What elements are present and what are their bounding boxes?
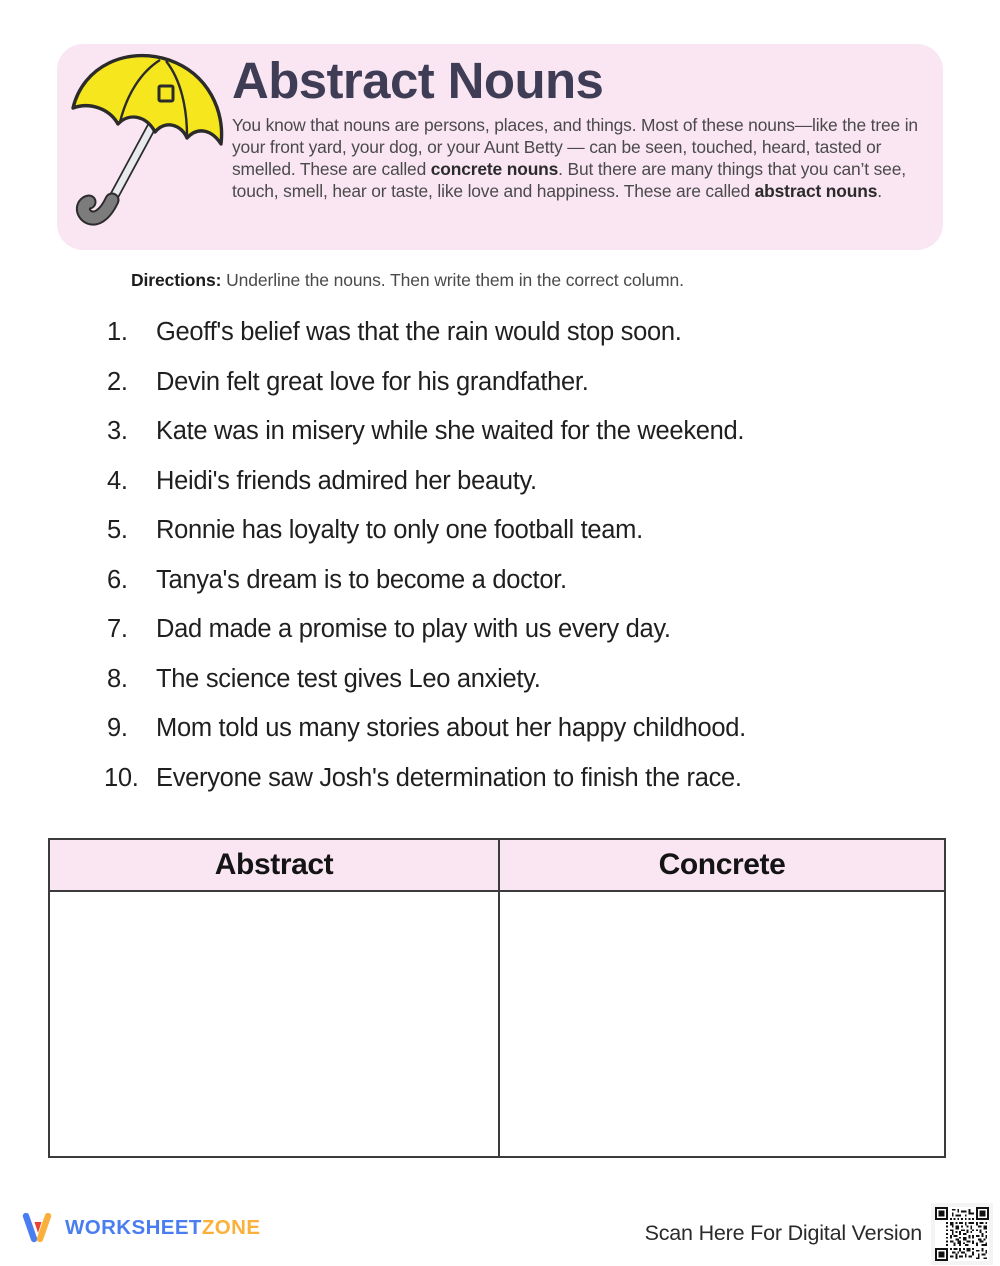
question-text: Heidi's friends admired her beauty. <box>156 466 537 495</box>
answer-table-header-row <box>50 840 944 892</box>
question-item <box>104 368 944 418</box>
question-number: 3. <box>107 417 128 445</box>
qr-code[interactable] <box>931 1203 993 1265</box>
question-item <box>104 665 944 715</box>
qr-code-icon <box>935 1207 989 1261</box>
question-number: 5. <box>107 516 128 544</box>
answer-table <box>48 838 946 1158</box>
umbrella-illustration <box>57 44 232 247</box>
answer-cell-abstract[interactable] <box>50 892 500 1156</box>
scan-here-label: Scan Here For Digital Version <box>644 1221 922 1245</box>
question-text: Everyone saw Josh's determination to finish the race. <box>156 763 742 792</box>
umbrella-icon <box>65 52 232 242</box>
answer-table-header-concrete <box>500 840 944 890</box>
question-item <box>104 566 944 616</box>
intro-paragraph: You know that nouns are persons, places, and things. Most of these nouns—like the tree in your front yard, your dog, or your Aunt Betty — can be seen, touched, heard, tasted or smelled. These are called concrete nouns. But there are many things that you can’t see, touch, smell, hear or taste, like love and happiness. These are called abstract nouns. <box>232 114 918 202</box>
brand-name <box>65 1216 260 1240</box>
question-text: Tanya's dream is to become a doctor. <box>156 565 567 594</box>
question-text: Devin felt great love for his grandfather. <box>156 367 589 396</box>
directions-text: Underline the nouns. Then write them in the correct column. <box>221 270 684 290</box>
worksheet-header-card <box>57 44 943 250</box>
question-number: 6. <box>107 565 128 594</box>
question-text: Ronnie has loyalty to only one football team. <box>156 516 643 544</box>
column-title-abstract: Abstract <box>214 848 334 881</box>
question-item <box>104 615 944 665</box>
question-item <box>104 318 944 368</box>
answer-cell-concrete[interactable] <box>500 892 944 1156</box>
brand-logo <box>22 1213 260 1243</box>
worksheet-zone-w-logo-icon <box>22 1213 56 1243</box>
question-text: Dad made a promise to play with us every day. <box>156 615 671 643</box>
page-title: Abstract Nouns <box>232 52 604 109</box>
question-number: 1. <box>107 318 128 346</box>
brand-name-part1: WORKSHEET <box>65 1216 202 1239</box>
question-item <box>104 516 944 566</box>
question-text: The science test gives Leo anxiety. <box>156 664 541 693</box>
question-number: 4. <box>107 466 128 495</box>
question-item <box>104 417 944 467</box>
question-number: 9. <box>107 714 128 742</box>
directions-label: Directions: <box>131 270 222 290</box>
question-item <box>104 764 944 814</box>
question-text: Kate was in misery while she waited for the weekend. <box>156 417 745 445</box>
question-item <box>104 714 944 764</box>
answer-table-header-abstract <box>50 840 500 890</box>
page-footer <box>0 1203 1000 1263</box>
question-text: Geoff's belief was that the rain would stop soon. <box>156 318 682 346</box>
question-number: 10. <box>104 763 139 792</box>
question-item <box>104 467 944 517</box>
answer-table-body <box>50 892 944 1156</box>
column-title-concrete: Concrete <box>658 848 786 881</box>
header-text-block <box>232 44 943 203</box>
question-number: 8. <box>107 664 128 693</box>
question-number: 2. <box>107 367 128 396</box>
question-text: Mom told us many stories about her happy childhood. <box>156 714 746 742</box>
brand-name-part2: ZONE <box>201 1216 261 1239</box>
directions-line <box>131 270 684 291</box>
question-number: 7. <box>107 615 128 643</box>
question-list <box>104 318 944 813</box>
